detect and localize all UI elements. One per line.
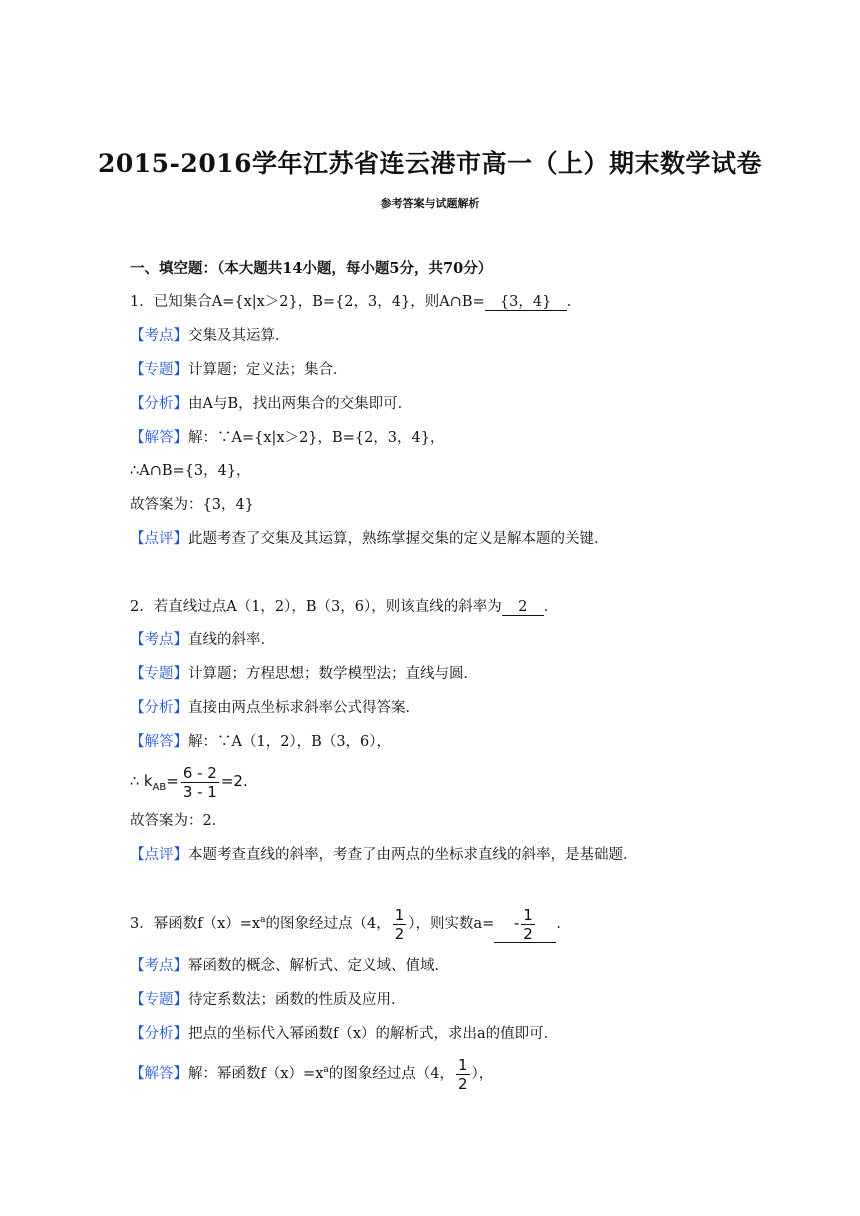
- jieda-tag: 【解答】: [130, 430, 188, 446]
- q3-fenxi-text: 把点的坐标代入幂函数f（x）的解析式，求出a的值即可．: [188, 1026, 559, 1042]
- q1-jieda-text: 解：∵A={x|x＞2}，B={2，3，4}，: [188, 430, 445, 446]
- q1-jieda: [130, 428, 444, 448]
- q2-dianping: [130, 845, 638, 865]
- q1-kaodian: [130, 326, 290, 346]
- q2-fenxi: [130, 698, 420, 718]
- q1-stem-end: ．: [566, 294, 582, 310]
- q1-dianping-text: 此题考查了交集及其运算，熟练掌握交集的定义是解本题的关键．: [188, 531, 609, 547]
- q3-stem: [130, 906, 571, 943]
- q2-answer-blank: 2: [502, 599, 544, 616]
- page-subtitle: 参考答案与试题解析: [380, 197, 480, 210]
- q1-stem-text: 1．已知集合A={x|x＞2}，B={2，3，4}，则A∩B=: [130, 294, 485, 310]
- zhuanti-tag: 【专题】: [130, 992, 188, 1008]
- fenxi-tag: 【分析】: [130, 396, 188, 412]
- q3-jieda-a: 解：幂函数f（x）=x: [188, 1066, 324, 1082]
- q2-jieda: [130, 732, 391, 752]
- jieda-tag: 【解答】: [130, 1066, 188, 1082]
- kaodian-tag: 【考点】: [130, 632, 188, 648]
- slope-result: =2.: [220, 772, 248, 790]
- dianping-tag: 【点评】: [130, 531, 188, 547]
- q1-step1: ∴A∩B={3，4}，: [130, 463, 251, 479]
- q2-kaodian: [130, 630, 275, 650]
- q3-zhuanti-text: 待定系数法；函数的性质及应用．: [188, 992, 406, 1008]
- page-title: 2015-2016学年江苏省连云港市高一（上）期末数学试卷: [97, 149, 763, 178]
- kaodian-tag: 【考点】: [130, 958, 188, 974]
- q3-kaodian: [130, 956, 449, 976]
- q3-jieda-c: ），: [471, 1066, 494, 1082]
- q3-kaodian-text: 幂函数的概念、解析式、定义域、值域．: [188, 958, 449, 974]
- q1-dianping: [130, 529, 609, 549]
- q2-dianping-text: 本题考查直线的斜率，考查了由两点的坐标求直线的斜率，是基础题．: [188, 847, 638, 863]
- slope-symbol: $k_{AB}$: [143, 772, 167, 793]
- q1-fenxi: [130, 394, 412, 414]
- q3-stem-end: ．: [556, 916, 571, 932]
- q1-answer-blank: {3，4}: [485, 294, 567, 311]
- q2-zhuanti-text: 计算题；方程思想；数学模型法；直线与圆．: [188, 666, 478, 682]
- kaodian-tag: 【考点】: [130, 328, 188, 344]
- fenxi-tag: 【分析】: [130, 700, 188, 716]
- q1-zhuanti: [130, 360, 348, 380]
- dianping-tag: 【点评】: [130, 847, 188, 863]
- q1-stem: [130, 292, 581, 312]
- q2-slope-formula: ∴ $k_{AB}=$ $\frac{6 - 2}{3 - 1}$ =2.: [130, 763, 248, 801]
- zhuanti-tag: 【专题】: [130, 666, 188, 682]
- q3-jieda-exponent: a: [323, 1065, 329, 1076]
- q3-fenxi: [130, 1024, 558, 1044]
- q1-zhuanti-text: 计算题；定义法；集合．: [188, 362, 348, 378]
- q3-jieda: [130, 1056, 493, 1092]
- q3-jieda-fraction: $\frac{1}{2}$: [457, 1055, 468, 1093]
- jieda-tag: 【解答】: [130, 734, 188, 750]
- q2-kaodian-text: 直线的斜率．: [188, 632, 275, 648]
- q2-fenxi-text: 直接由两点坐标求斜率公式得答案．: [188, 700, 420, 716]
- slope-numerator: 6 - 2: [182, 763, 217, 782]
- q2-stem-end: ．: [543, 599, 559, 615]
- q3-stem-c: ），则实数a=: [408, 916, 495, 932]
- q2-jieda-text: 解：∵A（1，2），B（3，6），: [188, 734, 392, 750]
- q3-answer-fraction: $\frac{1}{2}$: [523, 905, 533, 943]
- zhuanti-tag: 【专题】: [130, 362, 188, 378]
- q3-jieda-b: 的图象经过点（4，: [328, 1066, 454, 1082]
- therefore-symbol: ∴: [130, 774, 140, 790]
- slope-fraction: [181, 765, 219, 800]
- q1-step2: 故答案为：{3，4}: [130, 497, 254, 513]
- q3-answer-blank: - $\frac{1}{2}$: [494, 906, 556, 943]
- q1-kaodian-text: 交集及其运算．: [188, 328, 290, 344]
- section-heading: 一、填空题：（本大题共14小题，每小题5分，共70分）: [130, 260, 493, 277]
- q3-stem-b: 的图象经过点（4，: [265, 916, 391, 932]
- q1-fenxi-text: 由A与B，找出两集合的交集即可．: [188, 396, 413, 412]
- q3-stem-a: 3．幂函数f（x）=x: [130, 916, 261, 932]
- slope-denominator: 3 - 1: [182, 782, 217, 801]
- q3-zhuanti: [130, 990, 406, 1010]
- fenxi-tag: 【分析】: [130, 1026, 188, 1042]
- q2-stem: [130, 597, 558, 617]
- q2-zhuanti: [130, 664, 478, 684]
- q2-stem-text: 2．若直线过点A（1，2），B（3，6），则该直线的斜率为: [130, 599, 502, 615]
- q2-step2: 故答案为：2．: [130, 813, 227, 829]
- q3-point-fraction: $\frac{1}{2}$: [394, 905, 405, 943]
- q3-exponent: a: [260, 915, 266, 926]
